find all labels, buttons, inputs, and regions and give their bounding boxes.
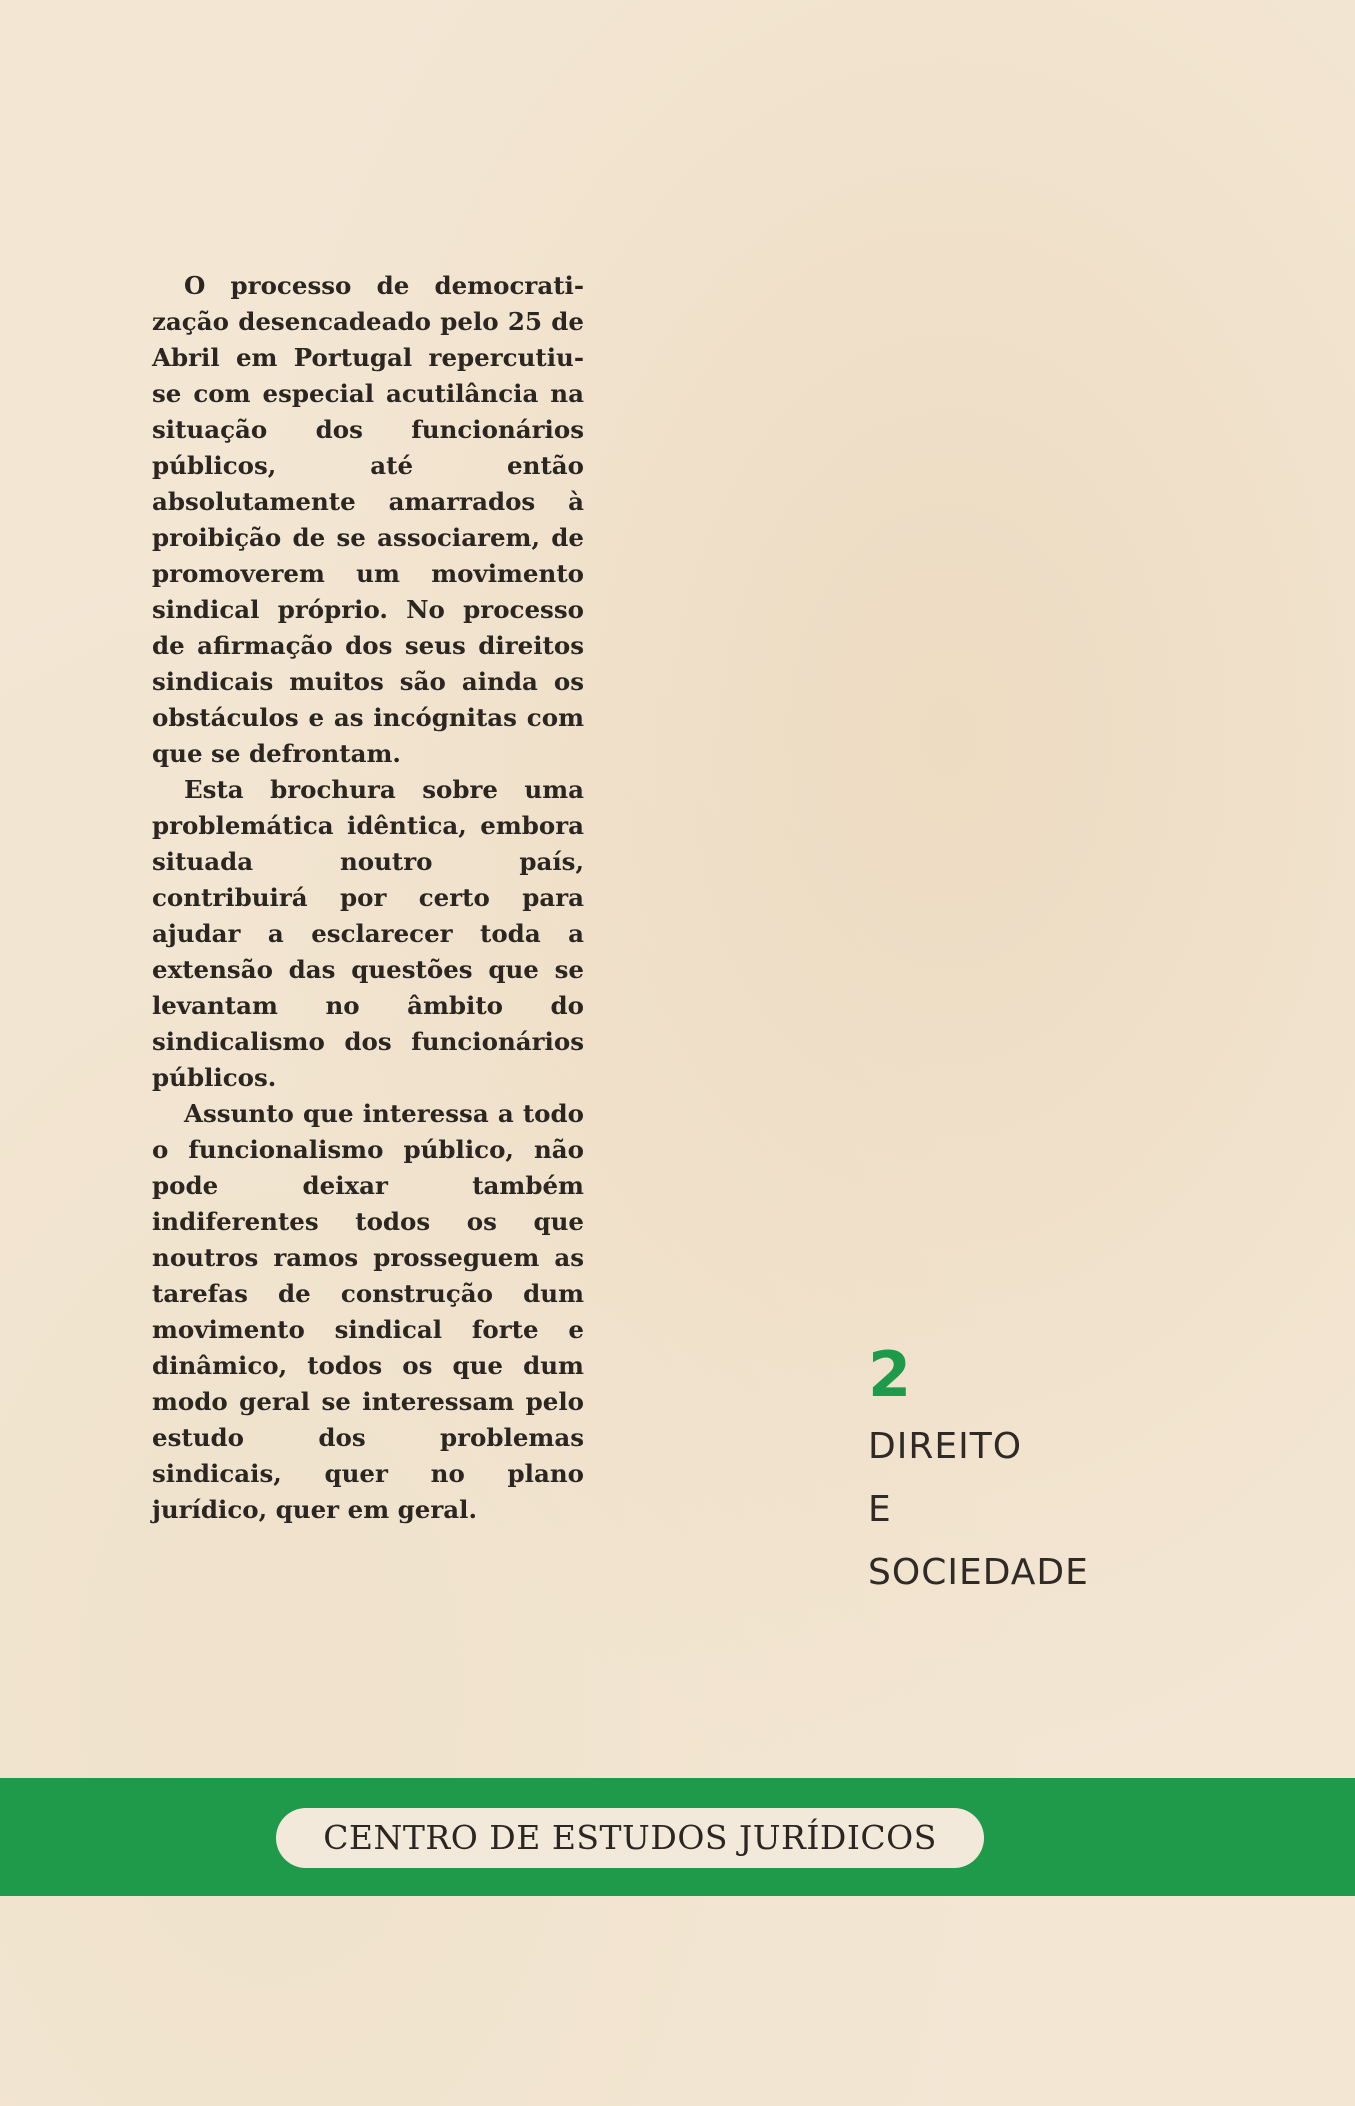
blurb-paragraph-2: Esta brochura sobre uma problemática idêntica, embora situada noutro país, contribuirá por certo para ajudar a esclarecer toda a extensão das questões que se levantam no âmbito do sindicalismo dos funcionários públicos.	[152, 775, 584, 1092]
series-block	[868, 1335, 1198, 1604]
back-cover-blurb	[152, 268, 584, 1528]
series-title-line-2: E	[868, 1489, 892, 1530]
series-number: 2	[868, 1338, 912, 1411]
publisher-label: CENTRO DE ESTUDOS JURÍDICOS	[276, 1808, 984, 1868]
blurb-paragraph-1: O processo de democratização desencadeado pelo 25 de Abril em Portugal repercutiu-se com especial acutilância na situação dos funcionários públicos, até então absolutamente amarrados à proibição de se associarem, de promoverem um movimento sindical próprio. No processo de afirmação dos seus direitos sindicais muitos são ainda os obstáculos e as incógnitas com que se defrontam.	[152, 271, 584, 768]
series-title-line-3: SOCIEDADE	[868, 1552, 1089, 1593]
series-title-line-1: DIREITO	[868, 1426, 1023, 1467]
blurb-paragraph-3: Assunto que interessa a todo o funcionalismo público, não pode deixar também indiferentes todos os que noutros ramos prosseguem as tarefas de construção dum movimento sindical forte e dinâmico, todos os que dum modo geral se interessam pelo estudo dos problemas sindicais, quer no plano jurídico, quer em geral.	[152, 1099, 584, 1524]
